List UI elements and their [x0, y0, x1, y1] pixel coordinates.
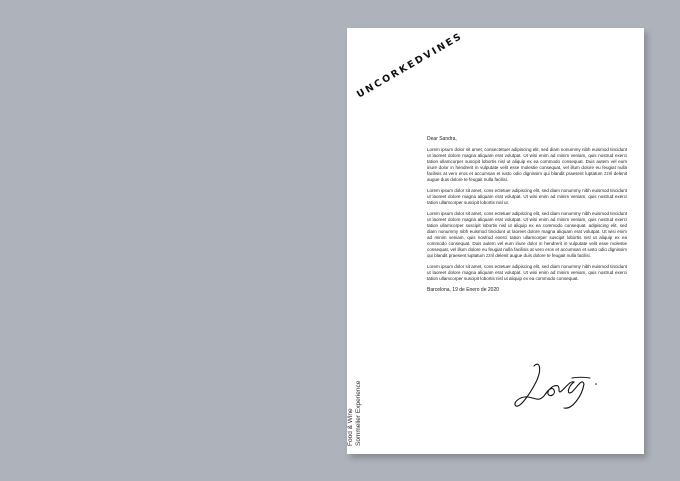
- body-paragraph: Lorem ipsum dolor sit amet, cons ectetuer adipiscing elit, sed diam nonummy nibh euismod tincidunt ut laoreet dolore magna aliquam erat volutpat. Ut wisi enim ad minim veniam, quis nostrud exerci tation ullamcorper suscipit lobortis nisl ut aliquip ex ea commodo consequat. adipiscing elit, sed diam nonummy nibh euismod tincidunt ut laoreet dolore magna aliquam erat volutpat. Ut wisi enim ad minim veniam, quis nostrud exerci tation ullamcorper suscipit lobortis nisl ut aliquip ex ea commodo consequat. Duis autem vel eum iriure dolor in hendrerit in vulputate velit esse molestie consequat, vel illum dolore eu feugiat nulla facilisis at vero eros et accumsan et iusto odio dignissim qui blandit praesent luptatum zzril delenit augue duis dolore te feugait nulla facilisi.: [427, 211, 627, 258]
- letter-sheet: [347, 28, 644, 454]
- tagline: [347, 381, 363, 446]
- date-line: Barcelona, 19 de Enero de 2020: [427, 287, 499, 293]
- tagline-line: Sommelier Experience: [355, 380, 362, 446]
- letter-body: [427, 136, 627, 298]
- body-paragraph: Lorem ipsum dolor sit amet, cons ectetuer adipiscing elit, sed diam nonummy nibh euismod tincidunt ut laoreet dolore magna aliquam erat volutpat. Ut wisi enim ad minim veniam, quis nostrud exerci tation ullamcorper suscipit lobortis nisl ut aliquip ex ea commodo consequat.: [427, 264, 627, 281]
- salutation: Dear Sandra,: [427, 136, 457, 142]
- tagline-line: Food & Wine: [347, 408, 354, 446]
- signature-icon: [512, 356, 607, 416]
- body-paragraph: Lorem ipsum dolor sit amet, cons ectetuer adipiscing elit, sed diam nonummy nibh euismod tincidunt ut laoreet dolore magna aliquam erat volutpat. Ut wisi enim ad minim veniam, quis nostrud exerci tation ullamcorper suscipit lobortis nisl ut.: [427, 188, 627, 205]
- brand-logo: UNCORKEDVINES: [355, 30, 465, 101]
- body-paragraph: Lorem ipsum dolor sit amet, consectetuer adipiscing elit, sed diam nonummy nibh euismod tincidunt ut laoreet dolore magna aliquam erat volutpat. Ut wisi enim ad minim veniam, quis nostrud exerci tation ullamcorper suscipit lobortis nisl ut aliquip ex ea commodo consequat. Duis autem vel eum iriure dolor in hendrerit in vulputate velit esse molestie consequat, vel illum dolore eu feugiat nulla facilisis at vero eros et accumsan et iusto odio dignissim qui blandit praesent luptatum zzril delenit augue duis dolore te feugait nulla facilisi.: [427, 147, 627, 182]
